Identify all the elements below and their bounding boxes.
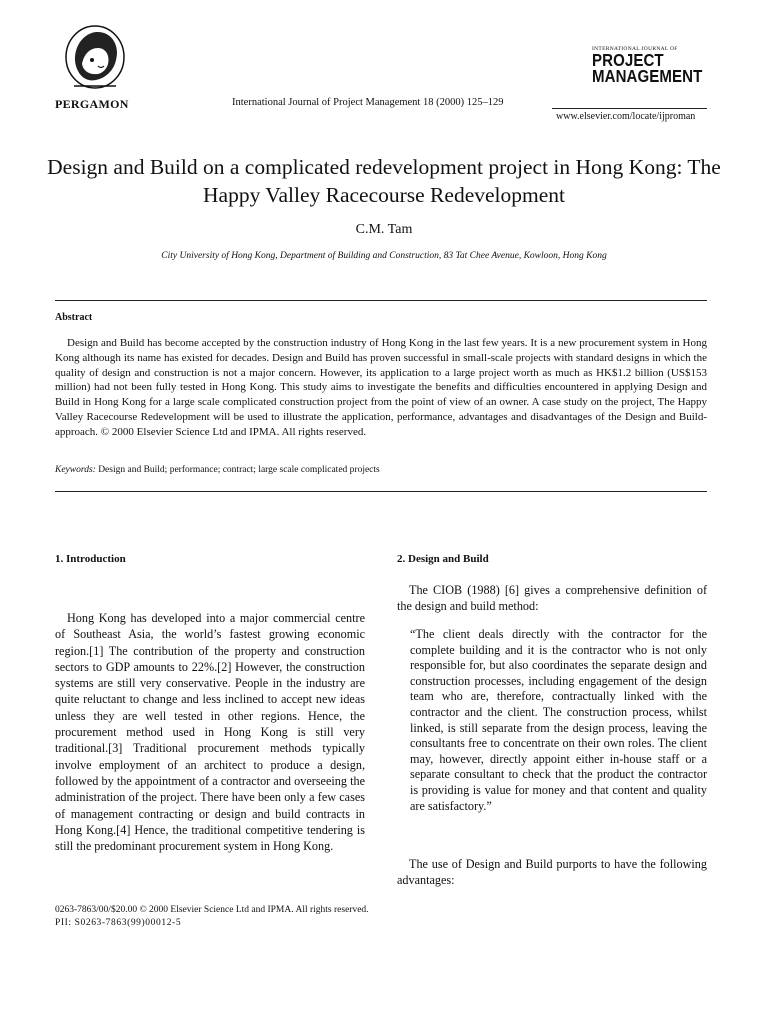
advantages-intro-paragraph: The use of Design and Build purports to have the following advantages:	[397, 857, 707, 888]
journal-logo	[592, 46, 720, 84]
journal-citation: International Journal of Project Management 18 (2000) 125–129	[232, 97, 504, 108]
keywords-list: Design and Build; performance; contract; large scale complicated projects	[98, 465, 380, 475]
journal-url-link[interactable]: www.elsevier.com/locate/ijproman	[556, 111, 696, 122]
footer-pii: PII: S0263-7863(99)00012-5	[55, 918, 182, 928]
abstract-top-divider	[55, 300, 707, 301]
publisher-logo-icon	[62, 24, 128, 94]
section-heading-design-and-build: 2. Design and Build	[397, 553, 489, 565]
design-build-intro-paragraph: The CIOB (1988) [6] gives a comprehensive definition of the design and build method:	[397, 583, 707, 614]
footer-copyright: 0263-7863/00/$20.00 © 2000 Elsevier Science Ltd and IPMA. All rights reserved.	[55, 905, 369, 915]
abstract-heading: Abstract	[55, 312, 93, 323]
header-divider	[552, 108, 707, 109]
author-affiliation: City University of Hong Kong, Department of Building and Construction, 83 Tat Chee Avenue, Kowloon, Hong Kong	[161, 251, 607, 261]
journal-logo-line1: PROJECT	[592, 50, 664, 70]
ciob-definition-quote: “The client deals directly with the contractor for the complete building and it is the contractor who is not only responsible for, but also coordinates the separate design and construction processes, including engagement of the design team who are, therefore, contractually linked with the contractor and the client. The construction process, whilst linked, is still separate from the design process, leaving the consultants free to concentrate on their own roles. The client may, however, directly appoint either in-house staff or a separate consultant to check that the product the contractor is providing is value for money and that content and quality are satisfactory.”	[410, 627, 707, 813]
abstract-bottom-divider	[55, 491, 707, 492]
keywords	[55, 465, 380, 475]
journal-logo-small: INTERNATIONAL JOURNAL OF	[592, 46, 678, 52]
copyright-footer	[55, 904, 369, 930]
keywords-label: Keywords:	[55, 465, 96, 475]
article-title: Design and Build on a complicated redevelopment project in Hong Kong: The Happy Valley Racecourse Redevelopment	[47, 155, 721, 207]
section-heading-introduction: 1. Introduction	[55, 553, 126, 565]
publisher-name: PERGAMON	[55, 97, 129, 111]
journal-logo-line2: MANAGEMENT	[592, 66, 703, 86]
introduction-paragraph: Hong Kong has developed into a major commercial centre of Southeast Asia, the world’s fastest growing economic region.[1] The contribution of the property and construction sectors to GDP amounts to 22%.[2] However, the construction systems are still very conservative. People in the industry are quite reluctant to change and less inclined to accept new ideas unless they are well tested in other regions. Hence, the procurement method used in Hong Kong is still very traditional.[3] Traditional procurement methods typically involve employment of an architect to produce a design, followed by the appointment of a contractor and overseeing the administration of the project. There have been only a few cases of management contracting or design and build contracts in Hong Kong.[4] Hence, the traditional competitive tendering is still the predominant procurement system in Hong Kong.	[55, 611, 365, 854]
article-author: C.M. Tam	[355, 222, 413, 237]
abstract-body: Design and Build has become accepted by the construction industry of Hong Kong in the last few years. It is a new procurement system in Hong Kong although its name has existed for decades. Design and Build has proven successful in small-scale projects with standard designs in which the quality of design and construction is not a major concern. However, its application to a large project worth as much as HK$1.2 billion (US$153 million) had not been fully tested in Hong Kong. This study aims to investigate the benefits and difficulties encountered in applying Design and Build in Hong Kong for a large scale complicated construction project from the point of view of an owner. A case study on the project, The Happy Valley Racecourse Redevelopment will be used to illustrate the application, performance, advantages and disadvantages of the Design and Build-approach. © 2000 Elsevier Science Ltd and IPMA. All rights reserved.	[55, 337, 707, 438]
